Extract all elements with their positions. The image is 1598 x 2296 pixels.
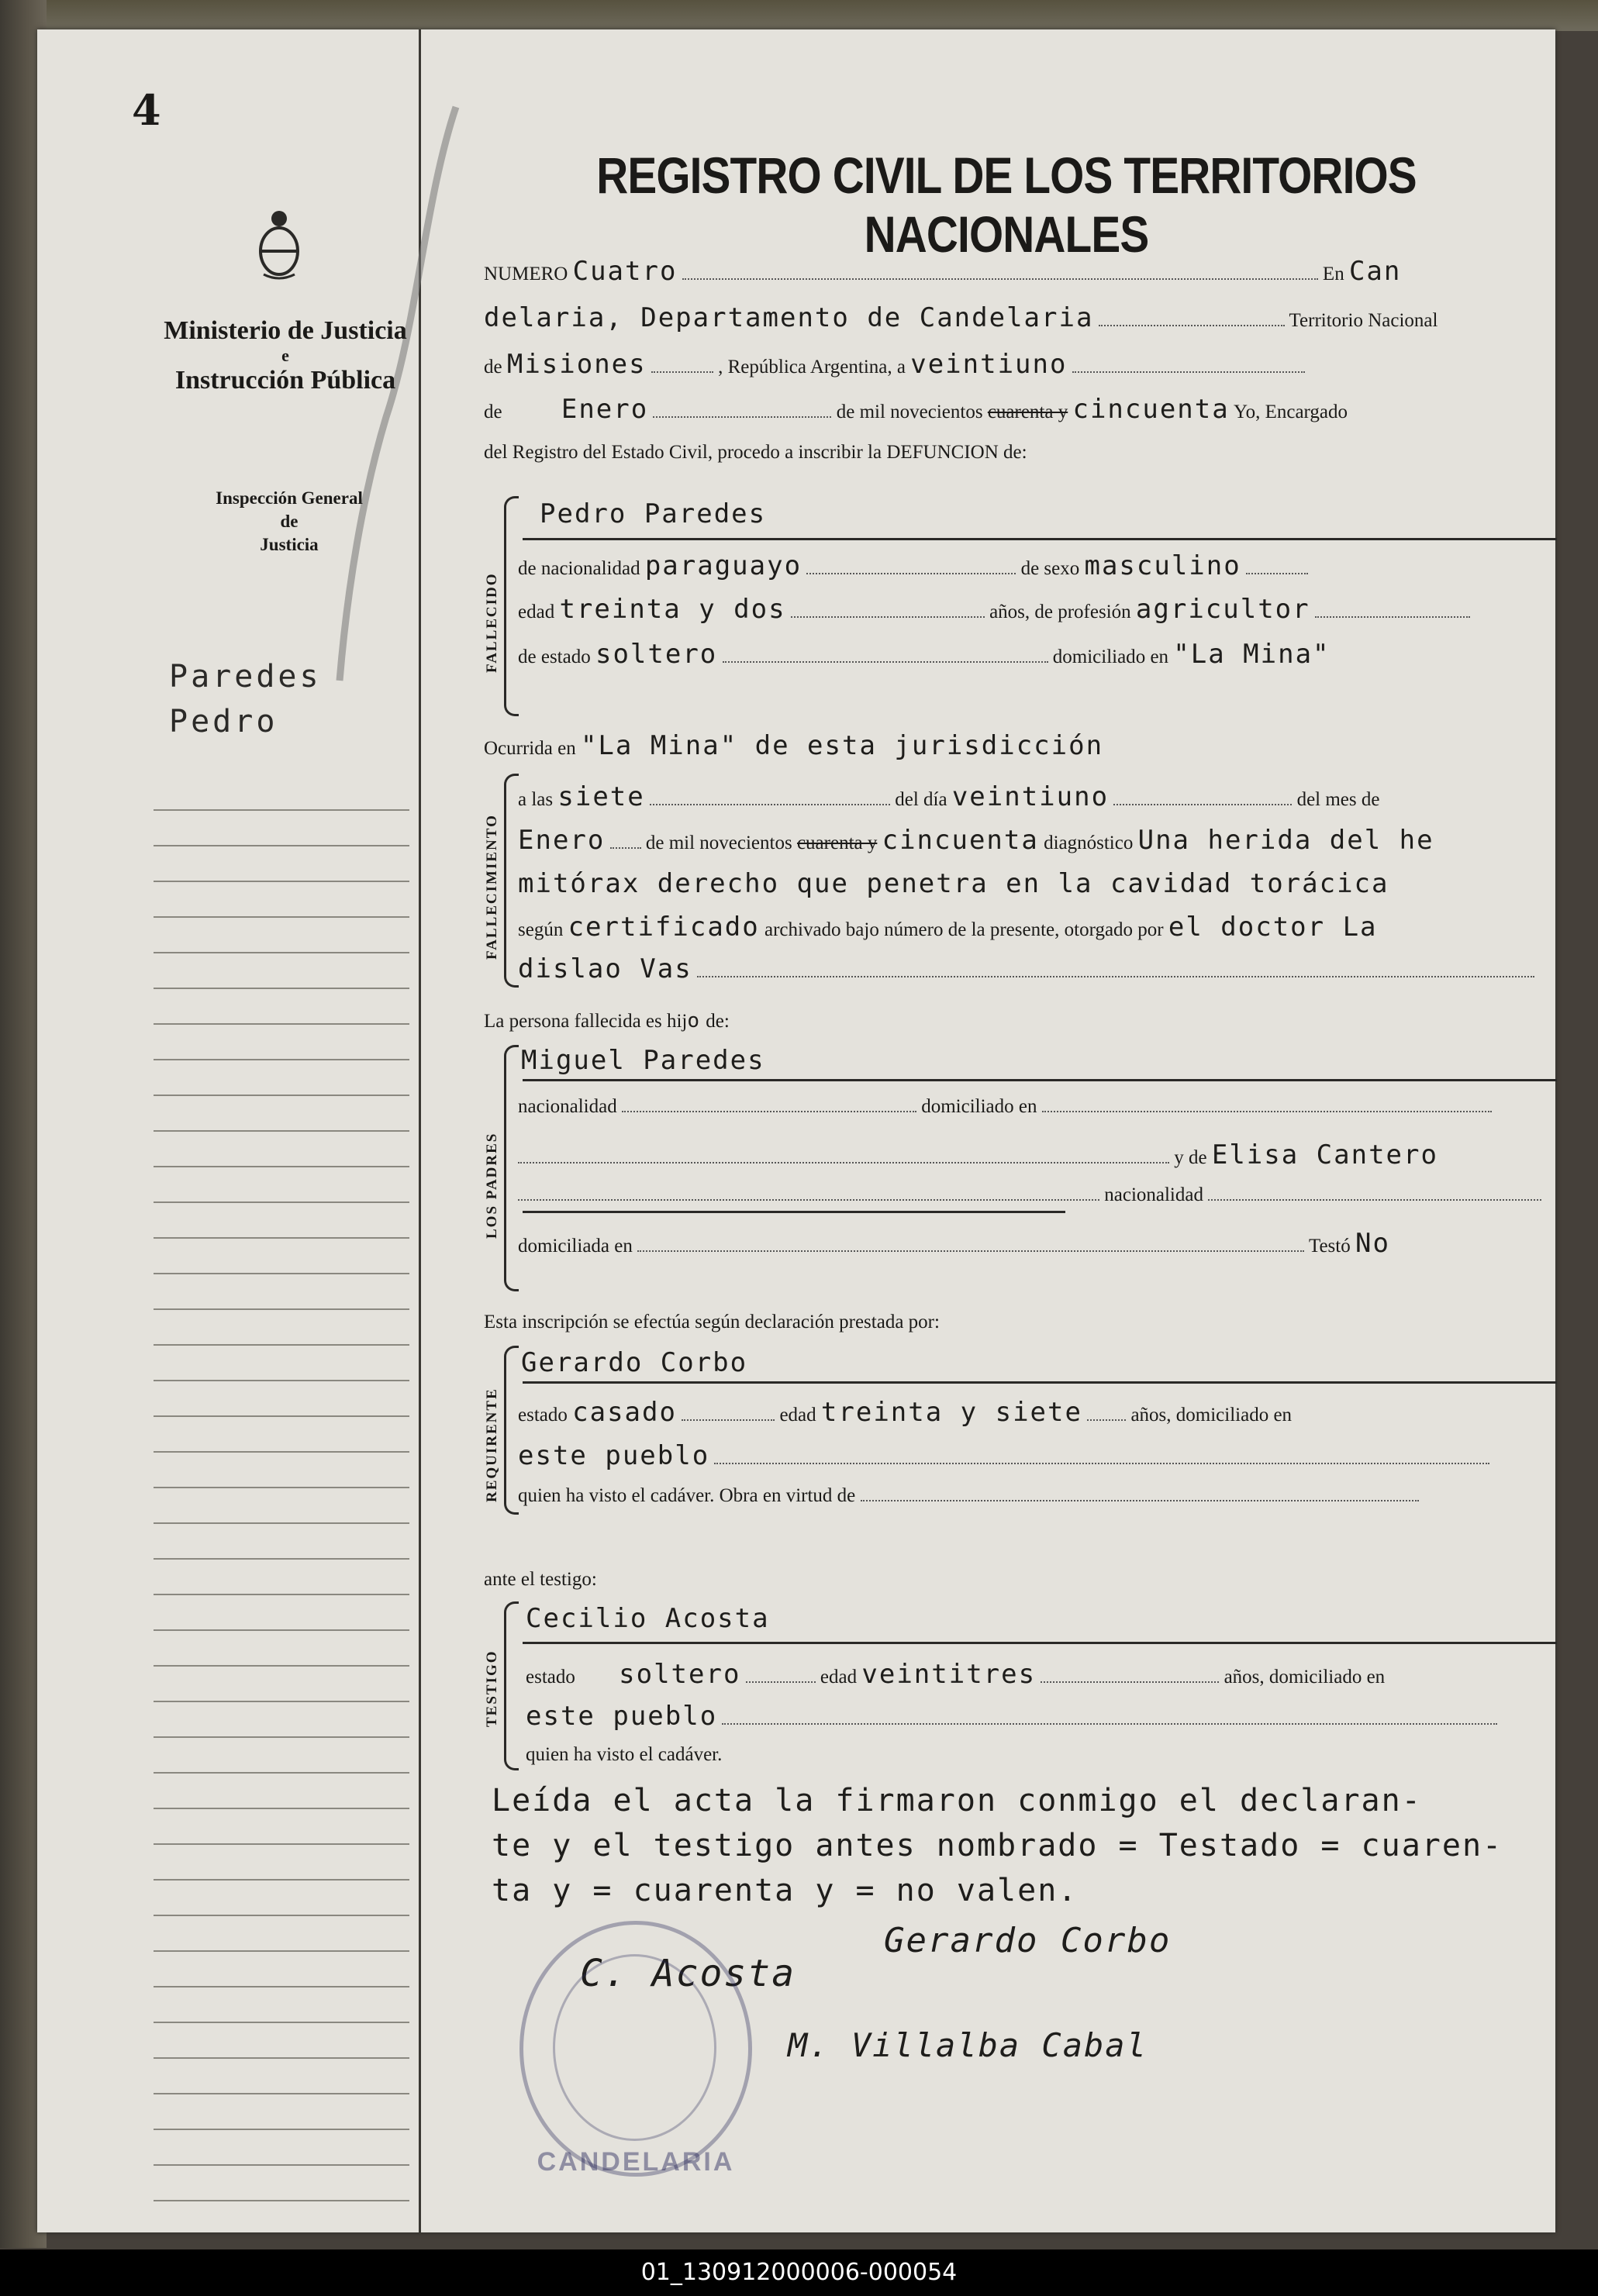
requirente-nombre: Gerardo Corbo — [521, 1347, 748, 1378]
mil-label-2: de mil novecientos — [645, 833, 792, 853]
ocurrida-label: Ocurrida en — [484, 738, 576, 759]
archivado-label: archivado bajo número de la presente, otorgado por — [764, 919, 1164, 940]
closing-line-3: ta y = cuarenta y = no valen. — [492, 1873, 1079, 1908]
y-de-label: y de — [1174, 1147, 1207, 1168]
numero-row — [484, 256, 1401, 287]
territorio-label: Territorio Nacional — [1289, 310, 1438, 331]
signature-testigo: C. Acosta — [580, 1952, 796, 1995]
territorio-row — [484, 349, 1305, 380]
padres-section-label: LOS PADRES — [484, 1132, 500, 1239]
segun-row — [518, 912, 1378, 943]
testigo-domicilio: este pueblo — [526, 1701, 718, 1732]
page-number: 4 — [132, 85, 161, 135]
testigo-estado-label: estado — [526, 1667, 575, 1688]
sexo-value: masculino — [1084, 550, 1241, 581]
dia-value-2: veintiuno — [951, 781, 1110, 812]
padres-intro-suffix: o — [687, 1009, 702, 1033]
ministry-line-3: Instrucción Pública — [174, 366, 396, 395]
de-label: de — [484, 357, 502, 377]
register-page — [37, 29, 1555, 2232]
testigo-edad: veintitres — [861, 1659, 1037, 1690]
nacionalidad-row — [518, 550, 1308, 581]
mes-value: Enero — [561, 394, 649, 425]
testo-value: No — [1355, 1228, 1390, 1259]
padres-intro — [484, 1009, 730, 1033]
estado-value: soltero — [595, 639, 718, 670]
image-caption: 01_130912000006-000054 — [0, 2249, 1598, 2296]
padre-nacionalidad-label: nacionalidad — [518, 1096, 617, 1117]
requirente-section-label: REQUIRENTE — [484, 1388, 500, 1502]
anio-value-2: cincuenta — [882, 825, 1039, 856]
padre-domiciliado-label: domiciliado en — [921, 1096, 1037, 1117]
otorgado-value-1: el doctor La — [1168, 912, 1378, 943]
numero-value: Cuatro — [572, 256, 678, 287]
requirente-domicilio: este pueblo — [518, 1440, 710, 1471]
testigo-edad-label: edad — [820, 1667, 858, 1688]
republica-label: , República Argentina, a — [718, 357, 906, 377]
segun-value: certificado — [568, 912, 760, 943]
requirente-edad: treinta y siete — [820, 1397, 1082, 1428]
closing-line-1: Leída el acta la firmaron conmigo el declaran- — [492, 1783, 1422, 1819]
dia-value: veintiuno — [910, 349, 1068, 380]
signature-encargado: M. Villalba Cabal — [788, 2026, 1148, 2064]
margin-column — [37, 29, 421, 2232]
hora-value: siete — [557, 781, 645, 812]
domicilio-value: "La Mina" — [1173, 639, 1331, 670]
madre-nacionalidad-row — [518, 1184, 1541, 1206]
localidad-row — [484, 302, 1438, 333]
fallecido-section-label: FALLECIDO — [484, 572, 500, 673]
padre-nombre: Miguel Paredes — [521, 1045, 765, 1076]
requirente-anios-label: años, domiciliad — [1130, 1405, 1259, 1426]
testigo-estado-row — [526, 1659, 1385, 1690]
anio-row — [518, 825, 1434, 856]
padres-intro-end: de: — [706, 1011, 730, 1032]
madre-divider — [523, 1211, 1065, 1213]
diagnostico-value-1: Una herida del he — [1137, 825, 1434, 856]
hora-row — [518, 781, 1379, 812]
requirente-estado: casado — [572, 1397, 677, 1428]
nacionalidad-label: de nacionalidad — [518, 558, 640, 579]
testigo-visto-row — [526, 1744, 722, 1766]
testigo-divider — [523, 1642, 1557, 1644]
inspeccion-line-2: de — [280, 512, 299, 531]
dia-label: del día — [895, 789, 947, 810]
fallecimiento-section-label: FALLECIMIENTO — [484, 814, 500, 960]
madre-nombre: Elisa Cantero — [1211, 1139, 1438, 1170]
en2-label: en — [1150, 646, 1169, 667]
padre-nacionalidad-row — [518, 1096, 1492, 1118]
diagnostico-row-2 — [518, 868, 1389, 899]
requirente-domicilio-row — [518, 1440, 1489, 1471]
domiciliado-suffix: o — [1135, 646, 1146, 667]
margin-given-name: Pedro — [169, 704, 278, 739]
registro-row: del Registro del Estado Civil, procedo a inscribir la DEFUNCION de: — [484, 442, 1027, 463]
fallecido-nombre: Pedro Paredes — [540, 498, 767, 529]
ocurrida-value: "La Mina" de esta jurisdicción — [580, 730, 1104, 761]
testigo-anios-label: años, domiciliado en — [1224, 1667, 1386, 1688]
madre-row — [518, 1139, 1438, 1170]
testigo-bracket — [504, 1601, 519, 1770]
testigo-estado: soltero — [619, 1659, 741, 1690]
padres-intro-label: La persona fallecida es hij — [484, 1011, 688, 1032]
anio-value: cincuenta — [1072, 394, 1230, 425]
madre-domiciliada-label: domiciliada en — [518, 1236, 633, 1257]
padre-row — [521, 1045, 765, 1076]
fecha-row — [484, 394, 1348, 425]
requirente-intro: Esta inscripción se efectúa según declaración prestada por: — [484, 1312, 940, 1332]
otorgado-value-2: dislao Vas — [518, 953, 692, 984]
otorgado-row-2 — [518, 953, 1534, 984]
estado-row — [518, 639, 1331, 670]
en-value-2: delaria, Departamento de Candelaria — [484, 302, 1094, 333]
requirente-anios-suffix: o — [1258, 1405, 1269, 1426]
hora-label: a las — [518, 789, 554, 810]
requirente-visto-row — [518, 1485, 1419, 1507]
cuarenta-struck: cuarenta y — [987, 402, 1068, 422]
ocurrida-row — [484, 730, 1103, 761]
nacionalidad-value: paraguayo — [644, 550, 802, 581]
mes-label: del mes de — [1296, 789, 1380, 810]
testigo-nombre: Cecilio Acosta — [526, 1603, 770, 1634]
requirente-edad-label: edad — [779, 1405, 816, 1426]
signature-declarante: Gerardo Corbo — [884, 1921, 1172, 1960]
closing-line-2: te y el testigo antes nombrado = Testado = cuaren- — [492, 1828, 1503, 1863]
diagnostico-label: diagnóstico — [1044, 833, 1134, 853]
en-value-1: Can — [1348, 256, 1402, 287]
numero-label: NUMERO — [484, 264, 568, 284]
madre-domicilio-row — [518, 1228, 1390, 1259]
profesion-label: años, de profesión — [989, 602, 1131, 622]
mes-value-2: Enero — [518, 825, 606, 856]
madre-nacionalidad-label: nacionalidad — [1104, 1184, 1203, 1205]
inspeccion-line-3: Justicia — [260, 535, 319, 554]
territorio-value: Misiones — [506, 349, 647, 380]
book-edge-top — [0, 0, 1598, 31]
edad-label: edad — [518, 602, 555, 622]
fallecido-divider — [523, 538, 1557, 540]
testigo-nombre-row — [526, 1603, 770, 1634]
requirente-estado-label: estado — [518, 1405, 568, 1426]
de2-label: de — [484, 402, 502, 422]
sexo-label: de sexo — [1020, 558, 1080, 579]
segun-label: según — [518, 919, 564, 940]
edad-row — [518, 594, 1470, 625]
mil-label: de mil novecientos — [836, 402, 983, 422]
stamp-inner-ring — [553, 1954, 716, 2141]
en-label: En — [1322, 264, 1344, 284]
page-title: REGISTRO CIVIL DE LOS TERRITORIOS NACIONALES — [596, 147, 1417, 263]
inspeccion-line-1: Inspección General — [216, 488, 363, 508]
inspeccion-heading — [192, 487, 386, 557]
padres-bracket — [504, 1045, 519, 1291]
fallecido-bracket — [504, 496, 519, 716]
testigo-domicilio-row — [526, 1701, 1497, 1732]
stamp-text: CANDELARIA — [537, 2147, 735, 2177]
domiciliado-label: domiciliad — [1052, 646, 1136, 667]
profesion-value: agricultor — [1135, 594, 1310, 625]
requirente-bracket — [504, 1346, 519, 1515]
testigo-section-label: TESTIGO — [484, 1650, 500, 1727]
testigo-visto-label: quien ha visto el cadáver. — [526, 1744, 723, 1765]
requirente-estado-row — [518, 1397, 1292, 1428]
official-stamp — [519, 1921, 752, 2177]
padres-divider — [523, 1079, 1557, 1081]
ministry-line-1: Ministerio de Justicia — [164, 316, 407, 345]
ministry-heading — [154, 316, 417, 395]
ministry-line-2: e — [281, 346, 289, 365]
estado-label: de estado — [518, 646, 591, 667]
requirente-divider — [523, 1381, 1557, 1384]
testigo-intro: ante el testigo: — [484, 1569, 597, 1590]
yo-label: Yo, Encargado — [1234, 402, 1348, 422]
fallecido-nombre-row — [540, 498, 766, 529]
testo-label: Testó — [1308, 1236, 1351, 1257]
requirente-nombre-row — [521, 1347, 747, 1378]
requirente-visto-label: quien ha visto el cadáver. Obra en virtud de — [518, 1485, 856, 1506]
margin-surname: Paredes — [169, 659, 322, 695]
requirente-en-label: en — [1273, 1405, 1293, 1426]
edad-value: treinta y dos — [559, 594, 786, 625]
diagnostico-value-2: mitórax derecho que penetra en la cavidad torácica — [518, 868, 1389, 899]
cuarenta-struck-2: cuarenta y — [796, 833, 878, 853]
fallecimiento-bracket — [504, 774, 519, 988]
margin-ruled-lines — [154, 775, 409, 2225]
